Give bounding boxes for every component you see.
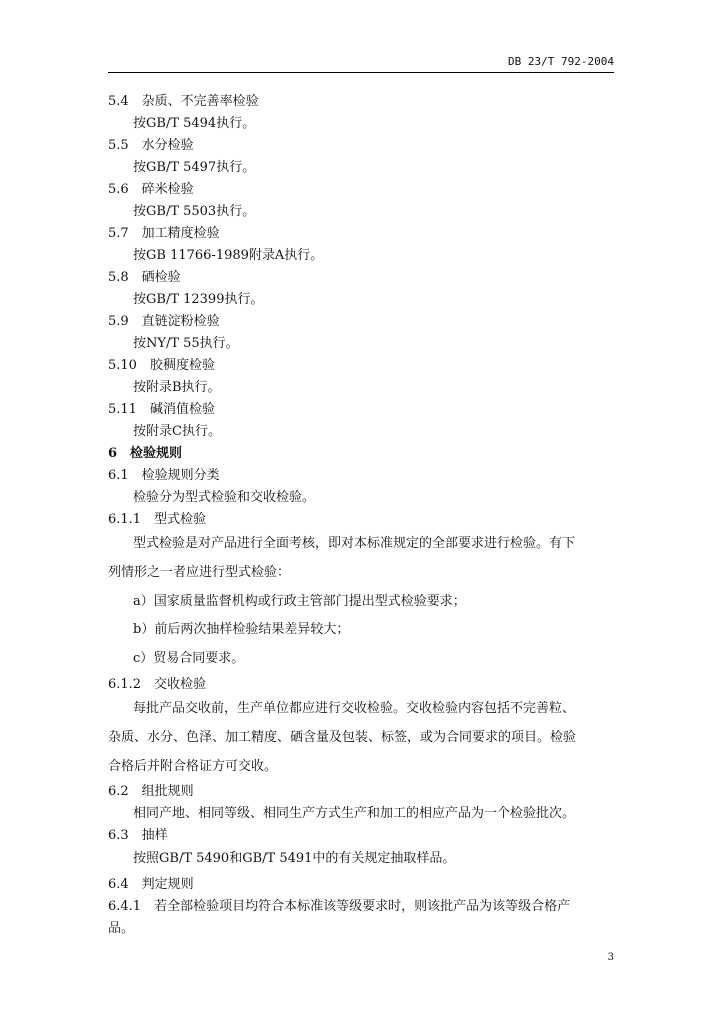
clause-heading: 5.9 直链淀粉检验 (108, 314, 220, 329)
clause-text: 相同产地、相同等级、相同生产方式生产和加工的相应产品为一个检验批次。 (133, 806, 576, 821)
clause-text: 按GB 11766-1989附录A执行。 (133, 248, 324, 263)
clause-text: 按照GB/T 5490和GB/T 5491中的有关规定抽取样品。 (133, 851, 456, 866)
clause-heading: 5.8 硒检验 (108, 270, 181, 285)
paragraph-line: 杂质、水分、色泽、加工精度、硒含量及包装、标签，或为合同要求的项目。检验 (108, 730, 577, 745)
paragraph-line: 合格后并附合格证方可交收。 (108, 759, 278, 774)
clause-text: 按GB/T 5494执行。 (133, 116, 256, 131)
clause-text: 按GB/T 12399执行。 (133, 292, 264, 307)
document-code: DB 23/T 792-2004 (508, 55, 614, 68)
clause-heading: 6.3 抽样 (108, 828, 168, 843)
list-item: a）国家质量监督机构或行政主管部门提出型式检验要求； (133, 594, 466, 609)
clause-heading: 5.4 杂质、不完善率检验 (108, 94, 259, 109)
clause-heading: 5.11 碱消值检验 (108, 402, 215, 417)
clause-heading: 5.7 加工精度检验 (108, 226, 220, 241)
clause-heading: 6.4 判定规则 (108, 877, 194, 892)
list-item: c）贸易合同要求。 (133, 651, 245, 666)
clause-heading: 5.6 碎米检验 (108, 182, 194, 197)
clause-heading: 6.1 检验规则分类 (108, 468, 220, 483)
paragraph-line: 品。 (108, 921, 135, 936)
clause-text: 按附录C执行。 (133, 424, 221, 439)
clause-heading: 6.1.2 交收检验 (108, 677, 207, 692)
paragraph-line: 型式检验是对产品进行全面考核，即对本标准规定的全部要求进行检验。有下 (133, 536, 576, 551)
clause-heading: 5.10 胶稠度检验 (108, 358, 215, 373)
clause-heading: 6.1.1 型式检验 (108, 512, 207, 527)
clause-heading: 5.5 水分检验 (108, 138, 194, 153)
header-rule (108, 72, 614, 73)
section-heading: 6 检验规则 (108, 446, 183, 461)
clause-text: 按NY/T 55执行。 (133, 336, 239, 351)
page-number: 3 (607, 952, 614, 963)
list-item: b）前后两次抽样检验结果差异较大； (133, 622, 350, 637)
clause-text: 检验分为型式检验和交收检验。 (133, 490, 316, 505)
clause-heading: 6.2 组批规则 (108, 784, 194, 799)
clause-text: 按GB/T 5503执行。 (133, 204, 256, 219)
paragraph-line: 列情形之一者应进行型式检验： (108, 565, 291, 580)
paragraph-line: 每批产品交收前，生产单位都应进行交收检验。交收检验内容包括不完善粒、 (133, 701, 576, 716)
clause-text: 按GB/T 5497执行。 (133, 160, 256, 175)
clause-text: 按附录B执行。 (133, 380, 221, 395)
paragraph-line: 6.4.1 若全部检验项目均符合本标准该等级要求时，则该批产品为该等级合格产 (108, 899, 571, 914)
